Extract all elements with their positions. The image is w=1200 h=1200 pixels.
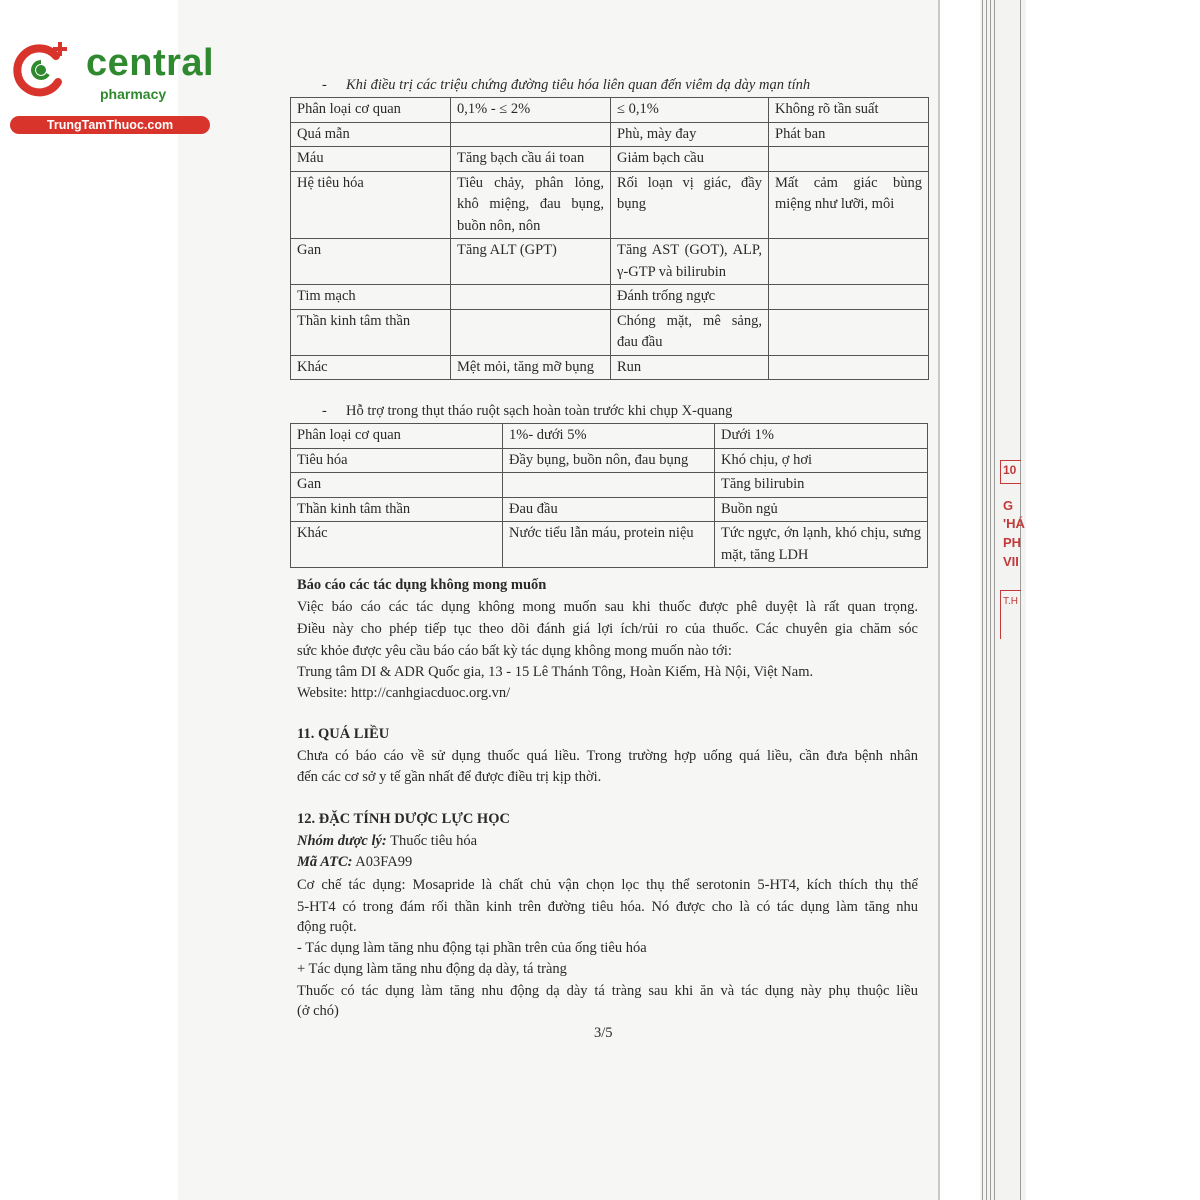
table-cell: Giảm bạch cầu — [611, 147, 769, 172]
back-sheet-text: VII — [1003, 554, 1019, 569]
report-address: Trung tâm DI & ADR Quốc gia, 13 - 15 Lê Thánh Tông, Hoàn Kiếm, Hà Nội, Việt Nam. — [297, 664, 814, 680]
table-cell: Buồn ngủ — [715, 497, 928, 522]
pharma-group — [297, 832, 477, 850]
section2-bullet: - — [322, 403, 327, 419]
table-cell — [451, 285, 611, 310]
table-cell: Tiêu chảy, phân lỏng, khô miệng, đau bụng, buồn nôn, nôn — [451, 171, 611, 239]
pharma-atc-value: A03FA99 — [355, 854, 413, 870]
table-row — [291, 497, 928, 522]
table-cell: Tăng bilirubin — [715, 473, 928, 498]
table-cell: Gan — [291, 473, 503, 498]
table-row — [291, 285, 929, 310]
table-cell: Máu — [291, 147, 451, 172]
section2-heading: Hỗ trợ trong thụt tháo ruột sạch hoàn toàn trước khi chụp X-quang — [346, 403, 733, 419]
pharma-line: Cơ chế tác dụng: Mosapride là chất chủ vận chọn lọc thụ thể serotonin 5-HT4, kích thích thụ thể — [297, 877, 918, 893]
table-cell: Hệ tiêu hóa — [291, 171, 451, 239]
logo-subtitle: pharmacy — [100, 86, 167, 102]
table-cell: Khó chịu, ợ hơi — [715, 448, 928, 473]
pharma-title: 12. ĐẶC TÍNH DƯỢC LỰC HỌC — [297, 811, 510, 827]
table-row — [291, 171, 929, 239]
table-cell — [769, 309, 929, 355]
page-number: 3/5 — [594, 1025, 613, 1041]
table-row — [291, 473, 928, 498]
table-row — [291, 448, 928, 473]
table-cell: Tăng bạch cầu ái toan — [451, 147, 611, 172]
table-cell: Tăng ALT (GPT) — [451, 239, 611, 285]
overdose-line: đến các cơ sở y tế gần nhất để được điều trị kịp thời. — [297, 769, 602, 785]
table-cell: Đánh trống ngực — [611, 285, 769, 310]
pharma-line: Thuốc có tác dụng làm tăng nhu động dạ dày tá tràng sau khi ăn và tác dụng này phụ thuộc liều — [297, 983, 918, 999]
back-sheet-text: 'HÁ — [1003, 516, 1025, 531]
overdose-line: Chưa có báo cáo về sử dụng thuốc quá liều. Trong trường hợp uống quá liều, cần đưa bệnh nhân — [297, 748, 918, 764]
table-cell — [451, 122, 611, 147]
table-cell — [769, 239, 929, 285]
back-sheet-line — [990, 0, 991, 1200]
table-header-row — [291, 98, 929, 123]
table-cell: Nước tiểu lẫn máu, protein niệu — [503, 522, 715, 568]
page-gap — [946, 0, 980, 1200]
back-sheet-line — [982, 0, 983, 1200]
report-line: Việc báo cáo các tác dụng không mong muốn sau khi thuốc được phê duyệt là rất quan trọng. — [297, 599, 918, 615]
table-header-cell: 1%- dưới 5% — [503, 424, 715, 449]
table-cell: Đau đầu — [503, 497, 715, 522]
back-sheet-text: G — [1003, 498, 1014, 513]
pharma-atc — [297, 853, 412, 871]
table-header-cell: Phân loại cơ quan — [291, 424, 503, 449]
pharma-line: (ở chó) — [297, 1003, 339, 1019]
back-sheet-text: PH — [1003, 535, 1022, 550]
section1-heading: Khi điều trị các triệu chứng đường tiêu hóa liên quan đến viêm dạ dày mạn tính — [346, 77, 811, 93]
table-cell: Thần kinh tâm thần — [291, 309, 451, 355]
pharma-line: động ruột. — [297, 919, 357, 935]
overdose-title: 11. QUÁ LIỀU — [297, 726, 390, 742]
logo-icon — [12, 42, 68, 98]
table-row — [291, 522, 928, 568]
pharma-atc-label: Mã ATC: — [297, 854, 353, 870]
table-cell — [769, 285, 929, 310]
table-row — [291, 309, 929, 355]
report-website-link[interactable]: Website: http://canhgiacduoc.org.vn/ — [297, 685, 511, 701]
pharma-line: - Tác dụng làm tăng nhu động tại phần trên của ống tiêu hóa — [297, 940, 647, 956]
pharma-line: 5-HT4 có trong đám rối thần kinh trên đường tiêu hóa. Nó được cho là có tác dụng làm tăng nhu — [297, 899, 918, 915]
table-cell: Chóng mặt, mê sảng, đau đầu — [611, 309, 769, 355]
table-row — [291, 122, 929, 147]
pharma-group-value: Thuốc tiêu hóa — [390, 833, 478, 849]
table-row — [291, 355, 929, 380]
table-header-cell: Không rõ tần suất — [769, 98, 929, 123]
table-cell: Khác — [291, 355, 451, 380]
section1-bullet: - — [322, 77, 327, 93]
table-row — [291, 147, 929, 172]
table-cell: Tim mạch — [291, 285, 451, 310]
table-cell: Rối loạn vị giác, đầy bụng — [611, 171, 769, 239]
report-line: sức khỏe được yêu cầu báo cáo bất kỳ tác dụng không mong muốn nào tới: — [297, 643, 732, 659]
logo-name: central — [86, 42, 215, 84]
adverse-effects-table-2 — [290, 423, 928, 568]
report-title: Báo cáo các tác dụng không mong muốn — [297, 577, 547, 593]
page-edge — [938, 0, 940, 1200]
table-row — [291, 239, 929, 285]
table-cell: Khác — [291, 522, 503, 568]
table-cell: Tức ngực, ớn lạnh, khó chịu, sưng mặt, tăng LDH — [715, 522, 928, 568]
back-sheet-text: 10 — [1003, 463, 1017, 477]
logo-website: TrungTamThuoc.com — [10, 116, 210, 134]
adverse-effects-table-1 — [290, 97, 929, 380]
table-cell: Phát ban — [769, 122, 929, 147]
table-cell: Quá mẫn — [291, 122, 451, 147]
table-header-cell: Dưới 1% — [715, 424, 928, 449]
central-pharmacy-logo[interactable] — [10, 36, 220, 136]
back-sheet-line — [994, 0, 995, 1200]
table-cell: Đầy bụng, buồn nôn, đau bụng — [503, 448, 715, 473]
table-cell: Gan — [291, 239, 451, 285]
pharma-group-label: Nhóm dược lý: — [297, 833, 387, 849]
table-header-cell: 0,1% - ≤ 2% — [451, 98, 611, 123]
table-cell: Mất cảm giác bùng miệng như lưỡi, môi — [769, 171, 929, 239]
report-line: Điều này cho phép tiếp tục theo dõi đánh giá lợi ích/rủi ro của thuốc. Các chuyên gia chăm sóc — [297, 621, 918, 637]
table-cell — [769, 147, 929, 172]
table-header-cell: Phân loại cơ quan — [291, 98, 451, 123]
table-cell: Tiêu hóa — [291, 448, 503, 473]
table-cell: Phù, mày đay — [611, 122, 769, 147]
table-cell: Tăng AST (GOT), ALP, γ-GTP và bilirubin — [611, 239, 769, 285]
table-cell — [451, 309, 611, 355]
table-cell: Thần kinh tâm thần — [291, 497, 503, 522]
table-cell: Run — [611, 355, 769, 380]
back-sheet-line — [986, 0, 987, 1200]
table-header-cell: ≤ 0,1% — [611, 98, 769, 123]
back-sheet-text: T.H — [1003, 596, 1018, 607]
table-cell: Mệt mỏi, tăng mỡ bụng — [451, 355, 611, 380]
table-header-row — [291, 424, 928, 449]
table-cell — [503, 473, 715, 498]
table-cell — [769, 355, 929, 380]
pharma-line: + Tác dụng làm tăng nhu động dạ dày, tá tràng — [297, 961, 567, 977]
